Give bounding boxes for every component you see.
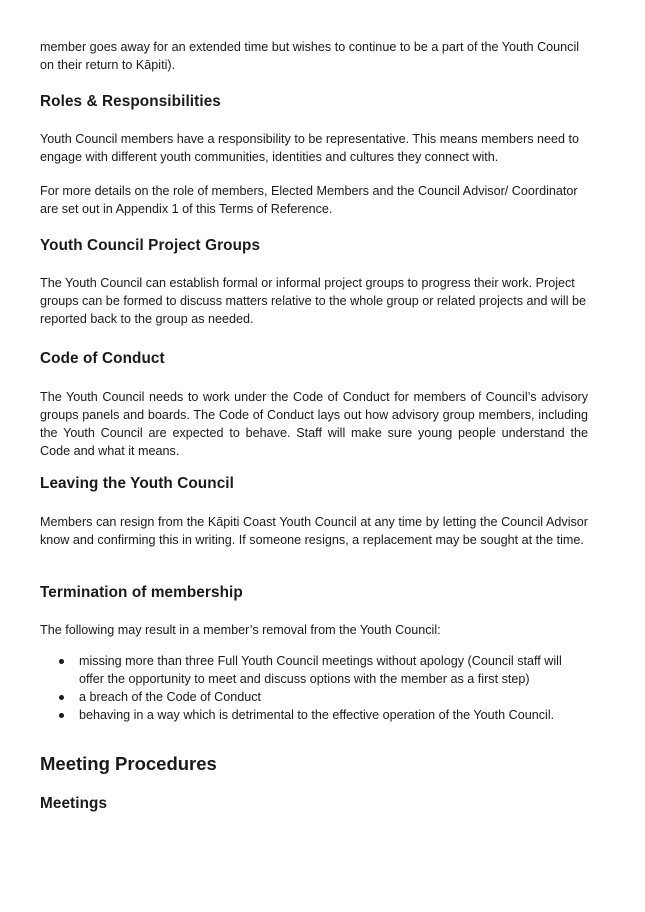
code-of-conduct-paragraph: The Youth Council needs to work under the Code of Conduct for members of Council’s advisory groups panels and boards. The Code of Conduct lays out how advisory group members, including the Youth Council are expected to behave. Staff will make sure young people understand the Code and what it means. bbox=[40, 390, 588, 458]
intro-continuation-paragraph: member goes away for an extended time but wishes to continue to be a part of the Youth Council on their return to Kāpiti). bbox=[40, 40, 580, 72]
leaving-heading: Leaving the Youth Council bbox=[40, 475, 235, 492]
termination-heading: Termination of membership bbox=[40, 584, 243, 601]
roles-paragraph-1: Youth Council members have a responsibility to be representative. This means members need to engage with different youth communities, identities and cultures they connect with. bbox=[40, 132, 580, 164]
bullet-icon bbox=[59, 659, 64, 664]
code-of-conduct-heading: Code of Conduct bbox=[40, 350, 165, 367]
list-item-text: behaving in a way which is detrimental to the effective operation of the Youth Council. bbox=[79, 708, 555, 722]
roles-heading: Roles & Responsibilities bbox=[40, 93, 221, 110]
termination-intro: The following may result in a member’s removal from the Youth Council: bbox=[40, 623, 441, 637]
list-item-text: missing more than three Full Youth Council meetings without apology (Council staff will offer the opportunity to meet and discuss options with the member as a first step) bbox=[79, 654, 562, 686]
list-item bbox=[40, 706, 588, 724]
project-groups-heading: Youth Council Project Groups bbox=[40, 237, 261, 254]
roles-paragraph-2: For more details on the role of members, Elected Members and the Council Advisor/ Coordinator are set out in Appendix 1 of this Terms of Reference. bbox=[40, 184, 578, 216]
project-groups-paragraph: The Youth Council can establish formal or informal project groups to progress their work. Project groups can be formed to discuss matters relative to the whole group or related projects and will be reported back to the group as needed. bbox=[40, 276, 587, 326]
meeting-procedures-heading: Meeting Procedures bbox=[40, 753, 217, 774]
list-item bbox=[40, 688, 588, 706]
list-item-text: a breach of the Code of Conduct bbox=[79, 690, 262, 704]
leaving-paragraph: Members can resign from the Kāpiti Coast Youth Council at any time by letting the Council Advisor know and confirming this in writing. If someone resigns, a replacement may be sought at the time. bbox=[40, 515, 588, 547]
bullet-icon bbox=[59, 713, 64, 718]
bullet-icon bbox=[59, 695, 64, 700]
meetings-heading: Meetings bbox=[40, 795, 108, 812]
list-item bbox=[40, 652, 588, 688]
termination-list bbox=[40, 652, 588, 724]
